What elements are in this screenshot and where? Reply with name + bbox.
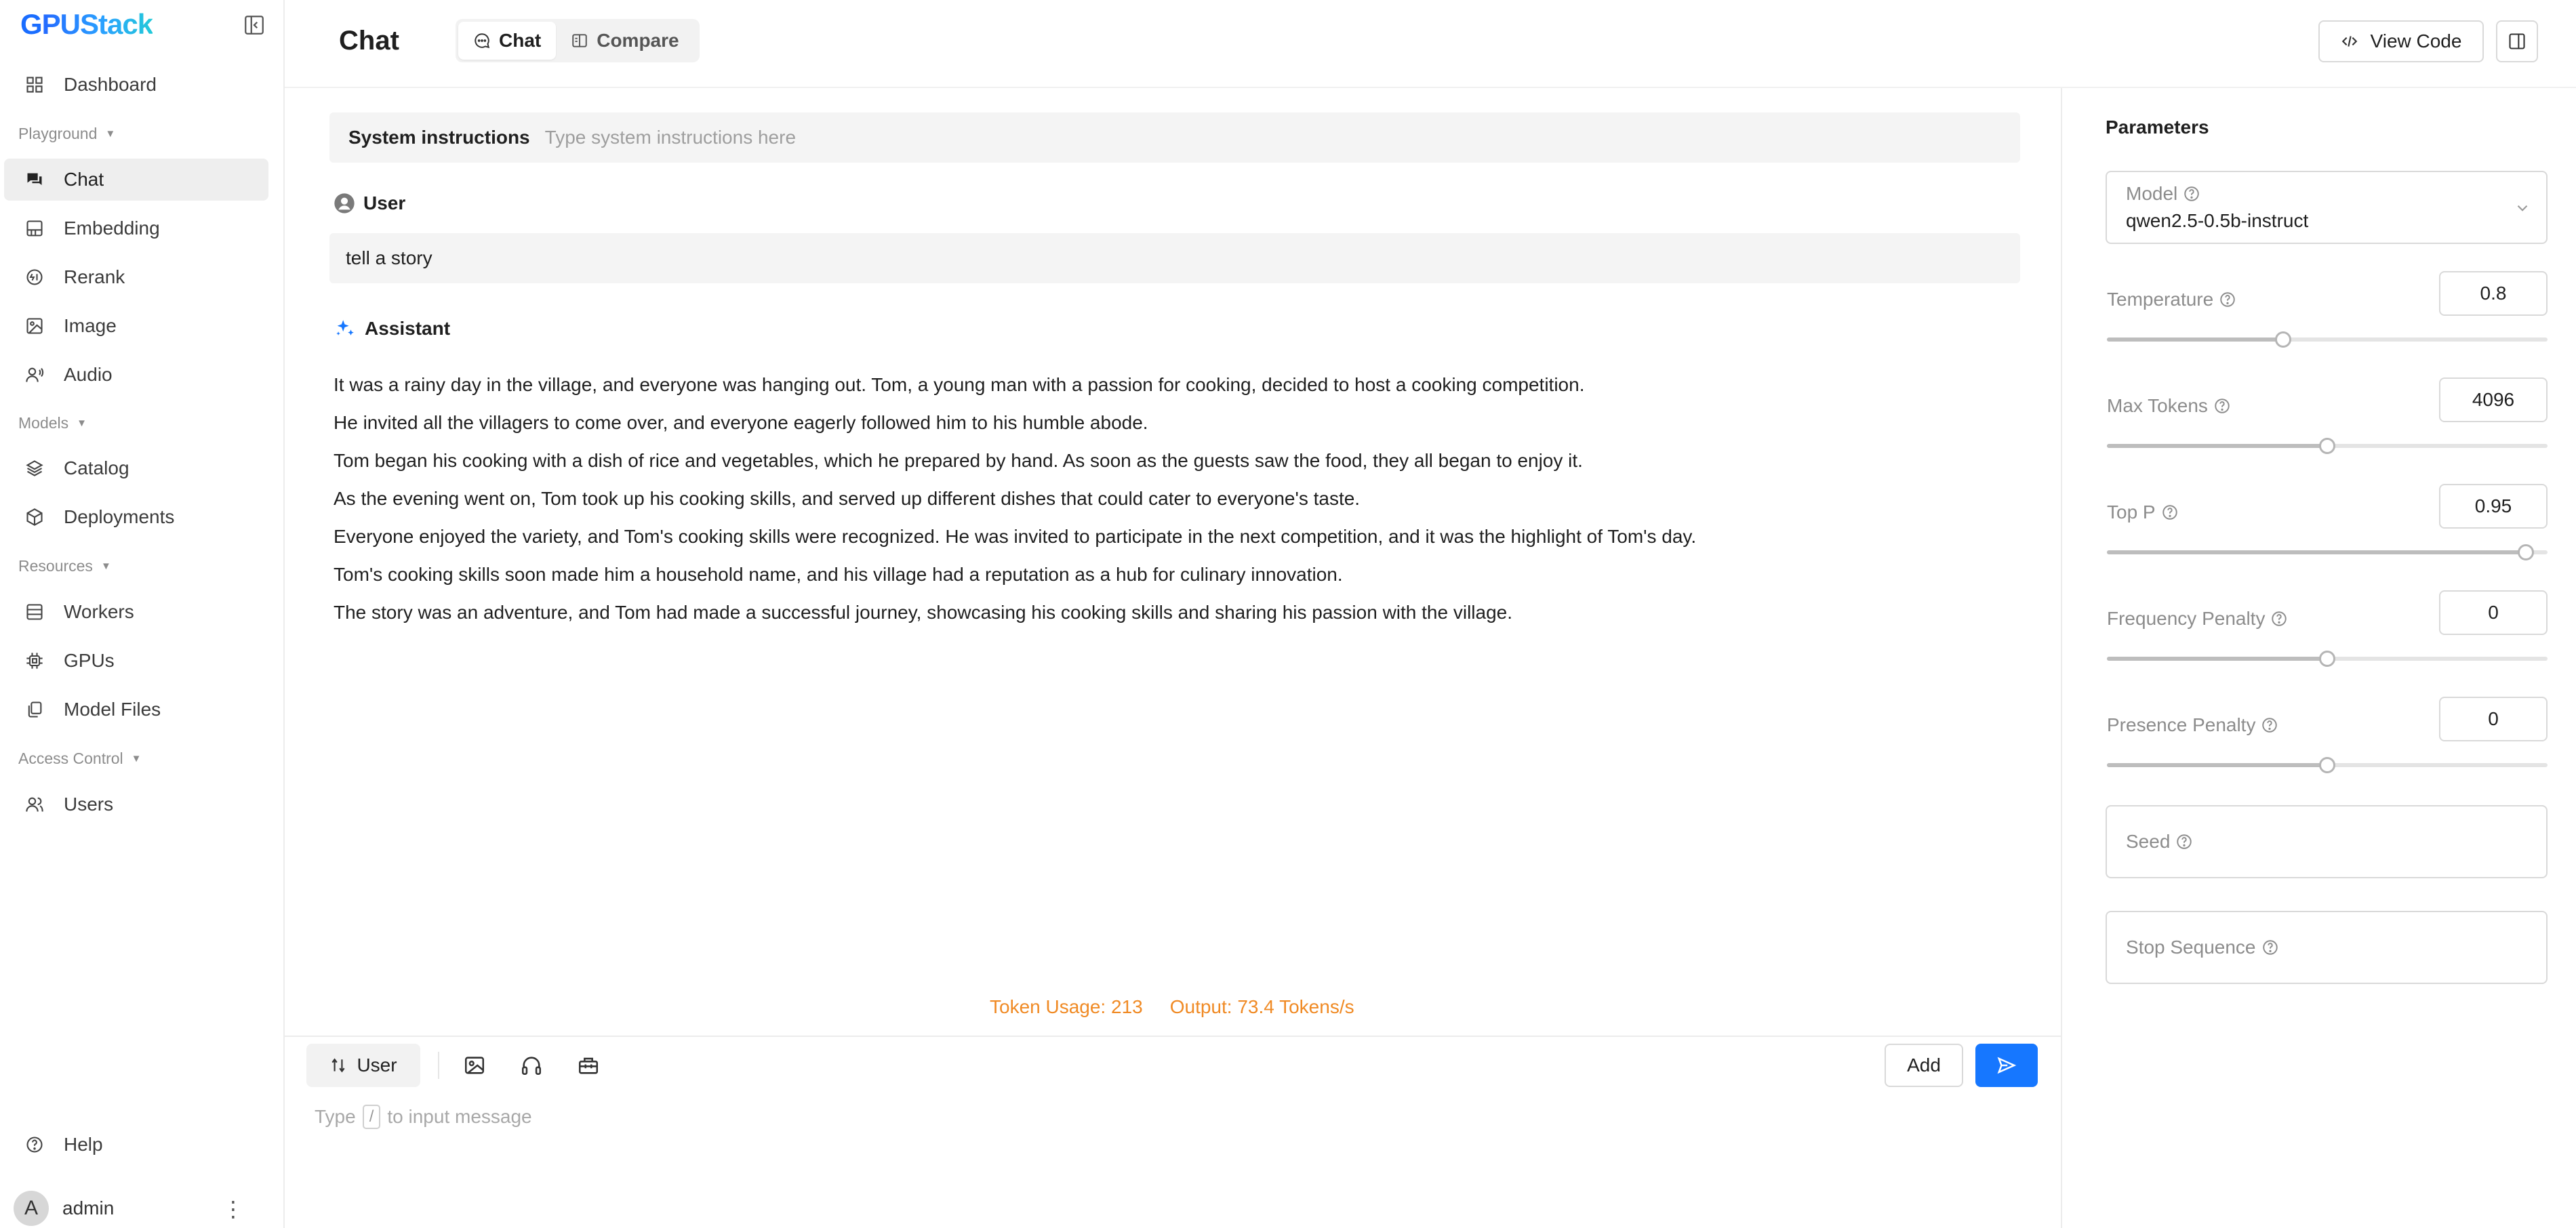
caret-down-icon: ▼ xyxy=(100,560,111,572)
temperature-input[interactable]: 0.8 xyxy=(2439,271,2548,316)
max-tokens-input[interactable]: 4096 xyxy=(2439,377,2548,422)
embedding-icon xyxy=(24,218,45,239)
send-icon xyxy=(1996,1055,2017,1076)
system-instructions-placeholder: Type system instructions here xyxy=(544,127,797,148)
slider-thumb[interactable] xyxy=(2518,544,2534,560)
stop-sequence-label: Stop Sequence xyxy=(2126,937,2256,958)
assistant-line: It was a rainy day in the village, and everyone was hanging out. Tom, a young man with a passion for cooking, decided to host a cooking competition. xyxy=(334,374,1585,395)
temperature-label: Temperature xyxy=(2107,289,2214,310)
assistant-line: He invited all the villagers to come over, and everyone eagerly followed him to his humble abode. xyxy=(334,412,1148,433)
toolbox-icon[interactable] xyxy=(571,1048,606,1083)
nav-group-models[interactable]: Models ▼ xyxy=(18,414,87,432)
sidebar-item-catalog[interactable] xyxy=(4,447,268,489)
gpustack-logo[interactable]: GPUStack xyxy=(20,8,153,40)
sidebar-item-label: Image xyxy=(64,315,117,336)
sidebar-item-label: Dashboard xyxy=(64,74,157,95)
model-value: qwen2.5-0.5b-instruct xyxy=(2126,210,2309,231)
user-avatar-icon xyxy=(334,192,355,214)
sidebar-item-label: Users xyxy=(64,794,114,815)
presence-penalty-input[interactable]: 0 xyxy=(2439,697,2548,741)
assistant-line: Everyone enjoyed the variety, and Tom's cooking skills were recognized. He was invited to participate in the next competition, and it was the highlight of Tom's day. xyxy=(334,526,1697,547)
tab-compare[interactable]: Compare xyxy=(556,22,693,60)
system-instructions-field[interactable] xyxy=(329,112,2020,163)
caret-down-icon: ▼ xyxy=(105,128,116,140)
slider-thumb[interactable] xyxy=(2275,331,2291,348)
send-button[interactable] xyxy=(1975,1044,2038,1087)
frequency-penalty-input[interactable]: 0 xyxy=(2439,590,2548,635)
help-circle-icon[interactable] xyxy=(2219,291,2236,308)
users-icon xyxy=(24,794,45,815)
toolbar-divider xyxy=(438,1052,439,1079)
user-menu[interactable] xyxy=(14,1191,271,1226)
audio-icon xyxy=(24,365,45,385)
help-circle-icon[interactable] xyxy=(2183,185,2200,203)
top-p-label: Top P xyxy=(2107,502,2156,523)
sidebar-item-label: Model Files xyxy=(64,699,161,720)
sidebar-item-label: GPUs xyxy=(64,650,115,671)
sidebar-item-label: Workers xyxy=(64,601,134,622)
temperature-param xyxy=(2107,271,2548,346)
token-usage-stats xyxy=(990,996,1354,1018)
message-input[interactable]: Type / to input message xyxy=(315,1105,532,1129)
page-title: Chat xyxy=(339,26,399,56)
assistant-line: The story was an adventure, and Tom had made a successful journey, showcasing his cooking skills and sharing his passion with the village. xyxy=(334,602,1513,623)
mode-segmented-control xyxy=(456,19,700,62)
seed-label: Seed xyxy=(2126,831,2171,852)
max-tokens-param xyxy=(2107,377,2548,452)
assistant-role-header: Assistant xyxy=(334,317,450,340)
slider-thumb[interactable] xyxy=(2319,651,2335,667)
help-circle-icon[interactable] xyxy=(2261,939,2279,956)
help-circle-icon[interactable] xyxy=(2175,833,2193,851)
sidebar-item-workers[interactable] xyxy=(4,591,268,633)
code-icon xyxy=(2341,33,2358,50)
system-instructions-label: System instructions xyxy=(348,127,530,148)
compare-icon xyxy=(571,32,588,49)
frequency-penalty-slider[interactable] xyxy=(2107,657,2548,661)
chat-main xyxy=(285,88,2061,1228)
caret-down-icon: ▼ xyxy=(131,753,142,764)
nav-group-resources[interactable]: Resources ▼ xyxy=(18,557,111,575)
sidebar-item-audio[interactable] xyxy=(4,354,268,396)
parameters-panel xyxy=(2061,88,2576,1228)
role-switch-button[interactable]: User xyxy=(306,1044,420,1087)
tab-chat[interactable]: Chat xyxy=(458,22,556,60)
top-p-input[interactable]: 0.95 xyxy=(2439,484,2548,529)
assistant-line: As the evening went on, Tom took up his cooking skills, and served up different dishes that could cater to everyone's taste. xyxy=(334,488,1361,509)
side-panel-icon xyxy=(2508,32,2527,51)
chevron-down-icon xyxy=(2514,199,2531,220)
assistant-message[interactable] xyxy=(334,366,2015,632)
sidebar-item-users[interactable] xyxy=(4,783,268,825)
sidebar-item-gpus[interactable] xyxy=(4,640,268,682)
toggle-params-panel-button[interactable] xyxy=(2496,20,2538,62)
help-circle-icon[interactable] xyxy=(2270,610,2288,628)
model-label: Model xyxy=(2126,183,2178,204)
slash-key-hint: / xyxy=(363,1105,381,1129)
help-circle-icon[interactable] xyxy=(2213,397,2231,415)
assistant-line: Tom's cooking skills soon made him a household name, and his village had a reputation as a hub for culinary innovation. xyxy=(334,564,1343,585)
max-tokens-slider[interactable] xyxy=(2107,444,2548,448)
cube-icon xyxy=(24,507,45,527)
sidebar-item-image[interactable] xyxy=(4,305,268,347)
composer-toolbar xyxy=(306,1042,628,1088)
swap-vertical-icon xyxy=(329,1057,347,1074)
max-tokens-label: Max Tokens xyxy=(2107,395,2208,416)
chip-icon xyxy=(24,651,45,671)
caret-down-icon: ▼ xyxy=(77,417,87,429)
sidebar-item-label: Deployments xyxy=(64,506,175,527)
chat-icon xyxy=(24,169,45,190)
sidebar-item-dashboard[interactable] xyxy=(4,64,268,106)
user-name: admin xyxy=(62,1198,115,1219)
parameters-title: Parameters xyxy=(2106,117,2209,138)
top-p-slider[interactable] xyxy=(2107,550,2548,554)
sidebar-item-label: Rerank xyxy=(64,266,125,287)
collapse-sidebar-icon[interactable] xyxy=(243,14,266,37)
header xyxy=(285,0,2576,88)
sidebar-item-deployments[interactable] xyxy=(4,496,268,538)
stop-sequence-field[interactable] xyxy=(2106,911,2548,984)
assistant-line: Tom began his cooking with a dish of rice and vegetables, which he prepared by hand. As soon as the guests saw the food, they all began to enjoy it. xyxy=(334,450,1583,471)
message-composer xyxy=(285,1036,2061,1228)
layers-icon xyxy=(24,458,45,478)
view-code-button[interactable]: View Code xyxy=(2318,20,2484,62)
slider-thumb[interactable] xyxy=(2319,757,2335,773)
user-role-header: User xyxy=(334,192,405,214)
sidebar-item-label: Catalog xyxy=(64,457,129,478)
help-circle-icon[interactable] xyxy=(2161,504,2179,521)
sidebar-item-rerank[interactable] xyxy=(4,256,268,298)
more-vertical-icon[interactable]: ⋮ xyxy=(222,1197,244,1221)
avatar[interactable]: A xyxy=(14,1191,49,1226)
headphones-icon[interactable] xyxy=(514,1048,549,1083)
sidebar-item-chat[interactable] xyxy=(4,159,268,201)
dashboard-icon xyxy=(24,75,45,95)
image-icon xyxy=(24,316,45,336)
sidebar xyxy=(0,0,285,1228)
sidebar-item-model-files[interactable] xyxy=(4,689,268,731)
help-icon xyxy=(24,1134,45,1155)
seed-field[interactable] xyxy=(2106,805,2548,878)
sidebar-item-embedding[interactable] xyxy=(4,207,268,249)
add-message-button[interactable]: Add xyxy=(1885,1044,1963,1087)
help-circle-icon[interactable] xyxy=(2261,716,2278,734)
sparkles-icon xyxy=(334,317,357,340)
token-usage: Token Usage: 213 xyxy=(990,996,1143,1017)
frequency-penalty-label: Frequency Penalty xyxy=(2107,608,2266,629)
sidebar-item-help[interactable] xyxy=(4,1124,268,1166)
server-icon xyxy=(24,602,45,622)
presence-penalty-label: Presence Penalty xyxy=(2107,714,2256,735)
sidebar-item-label: Embedding xyxy=(64,218,160,239)
temperature-slider[interactable] xyxy=(2107,337,2548,342)
frequency-penalty-param xyxy=(2107,590,2548,665)
user-message[interactable]: tell a story xyxy=(329,233,2020,283)
presence-penalty-param xyxy=(2107,697,2548,771)
rerank-icon xyxy=(24,267,45,287)
help-label: Help xyxy=(64,1134,103,1155)
files-icon xyxy=(24,699,45,720)
sidebar-item-label: Audio xyxy=(64,364,113,385)
model-select[interactable] xyxy=(2106,171,2548,244)
sidebar-item-label: Chat xyxy=(64,169,104,190)
chat-bubble-icon xyxy=(473,32,491,49)
nav-group-playground[interactable]: Playground ▼ xyxy=(18,125,116,142)
presence-penalty-slider[interactable] xyxy=(2107,763,2548,767)
slider-thumb[interactable] xyxy=(2319,438,2335,454)
nav-group-access-control[interactable]: Access Control ▼ xyxy=(18,750,142,767)
output-rate: Output: 73.4 Tokens/s xyxy=(1169,996,1354,1017)
top-p-param xyxy=(2107,484,2548,558)
image-upload-icon[interactable] xyxy=(457,1048,492,1083)
